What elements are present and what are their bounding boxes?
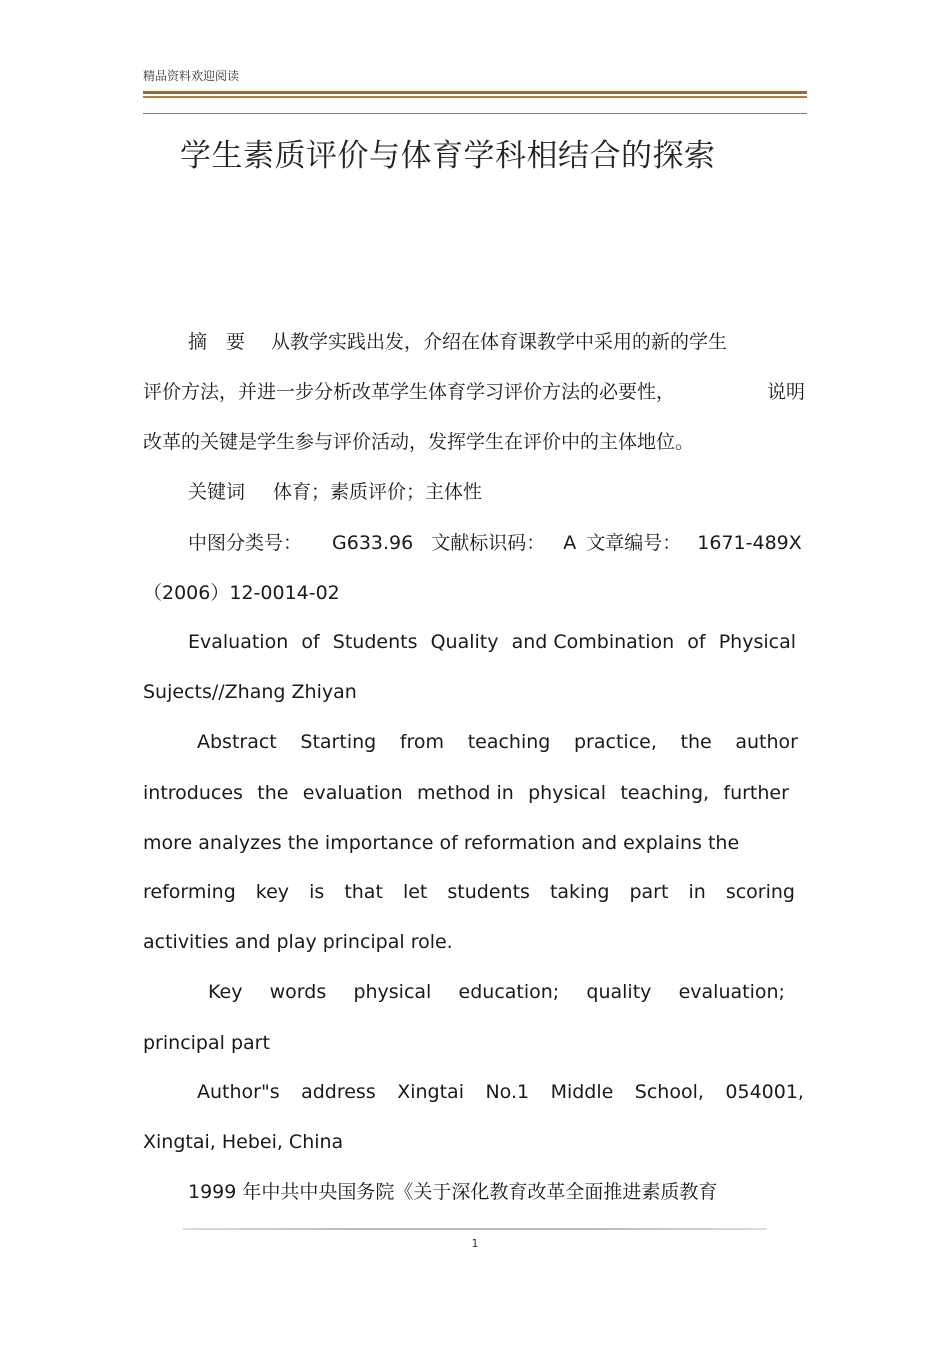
page-number: 1	[471, 1237, 479, 1250]
abstract-cn-line-1	[188, 330, 727, 354]
header-rule-thin	[143, 113, 807, 114]
abstract-en-line-4: reforming key is that let students taking part in scoring	[143, 881, 795, 903]
abstract-cn-label: 摘 要	[188, 331, 246, 353]
abstract-cn-line-3: 改革的关键是学生参与评价活动，发挥学生在评价中的主体地位。	[143, 431, 695, 453]
classification-line: 中图分类号： G633.96 文献标识码： A 文章编号： 1671-489X	[188, 532, 802, 554]
keywords-en-line-1: Key words physical education; quality evaluation;	[208, 981, 785, 1003]
abstract-en-line-5: activities and play principal role.	[143, 931, 453, 953]
abstract-en-line-1: Abstract Starting from teaching practice, the author	[197, 731, 798, 753]
body-line-1: 1999 年中共中央国务院《关于深化教育改革全面推进素质教育	[188, 1181, 718, 1203]
header-rule-brown	[143, 91, 807, 94]
keywords-cn	[188, 480, 482, 504]
article-title: 学生素质评价与体育学科相结合的探索	[180, 138, 716, 174]
title-en-line-2: Sujects//Zhang Zhiyan	[143, 681, 357, 703]
header-label: 精品资料欢迎阅读	[143, 69, 240, 83]
keywords-cn-text: 体育；素质评价；主体性	[273, 481, 483, 503]
classification-issue: （2006）12-0014-02	[143, 582, 340, 604]
keywords-en-line-2: principal part	[143, 1032, 270, 1054]
title-en-line-1: Evaluation of Students Quality and Combination of Physical	[188, 631, 796, 653]
abstract-cn-line-2: 评价方法，并进一步分析改革学生体育学习评价方法的必要性， 说明	[143, 381, 805, 403]
header-rule-brown	[143, 96, 807, 98]
address-en-line-1: Author"s address Xingtai No.1 Middle School, 054001,	[197, 1081, 804, 1103]
abstract-en-line-2: introduces the evaluation method in physical teaching, further	[143, 782, 789, 804]
footer-rule	[183, 1228, 767, 1230]
abstract-cn-text: 从教学实践出发，介绍在体育课教学中采用的新的学生	[271, 331, 728, 353]
address-en-line-2: Xingtai, Hebei, China	[143, 1131, 344, 1153]
abstract-en-line-3: more analyzes the importance of reformation and explains the	[143, 832, 740, 854]
keywords-cn-label: 关键词	[188, 481, 246, 503]
